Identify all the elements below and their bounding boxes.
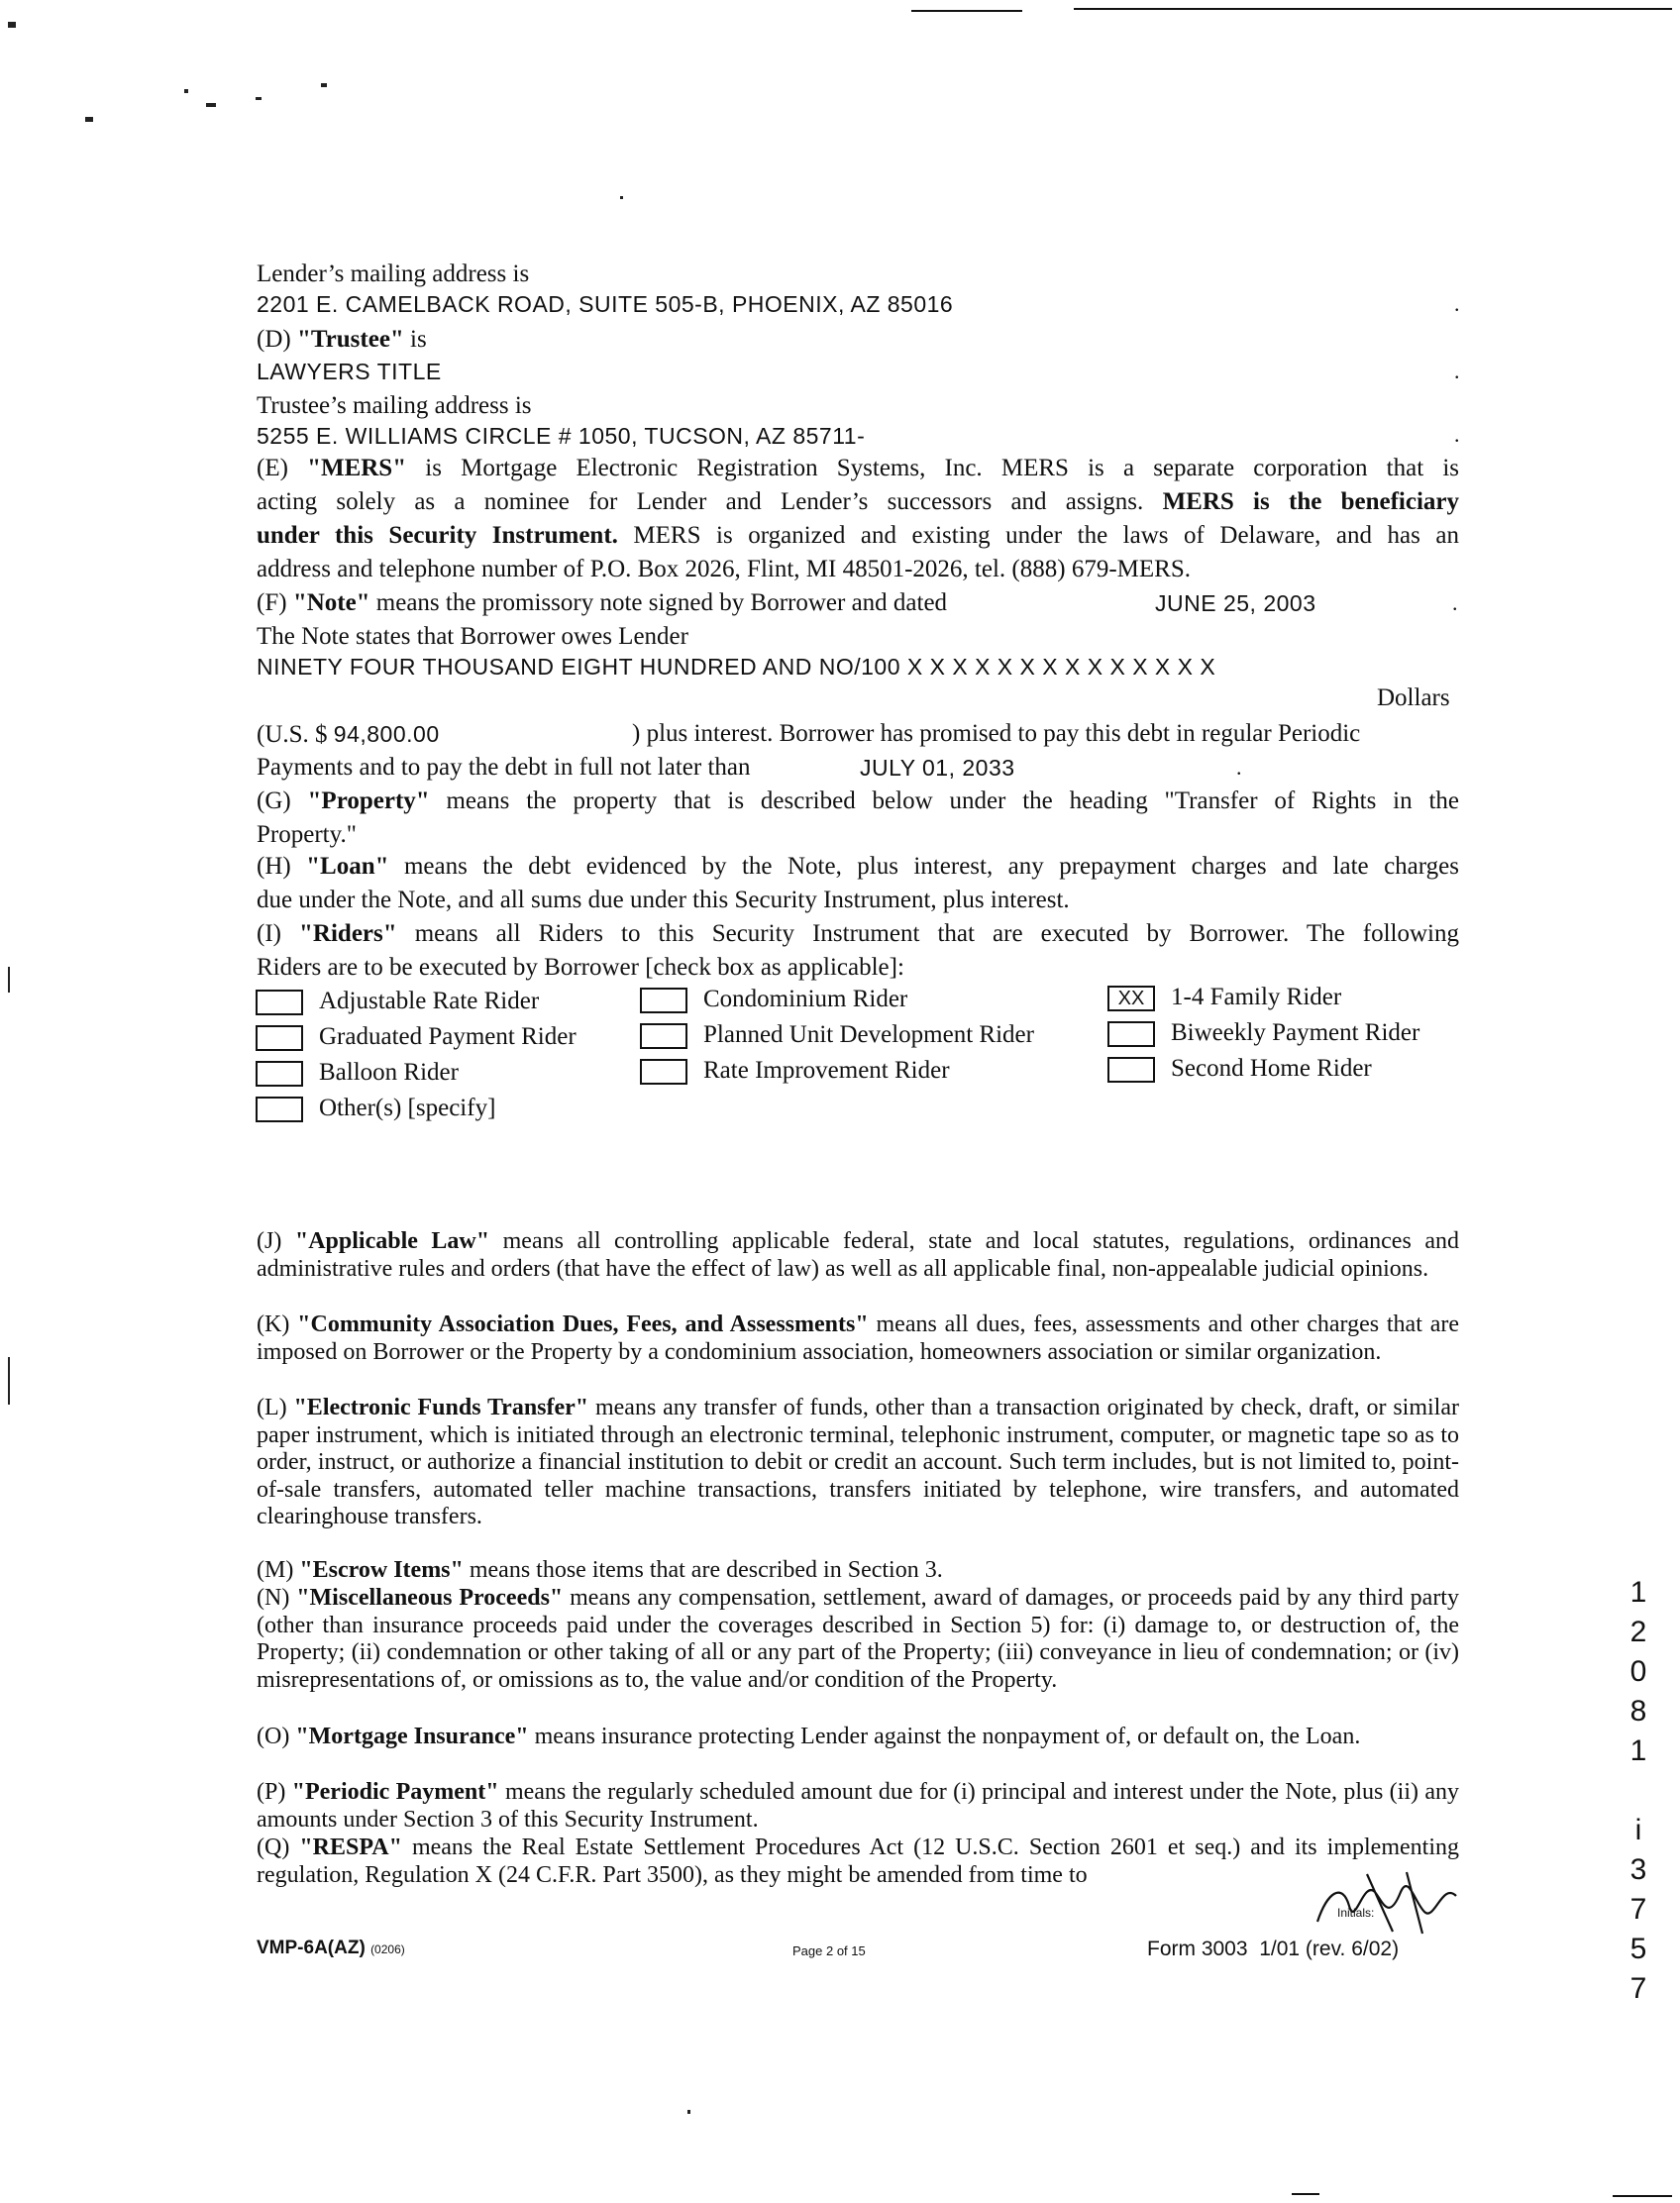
- mers-line-3: under this Security Instrument. MERS is organized and existing under the laws of Delaware, and has an: [257, 522, 1459, 549]
- rider-others[interactable]: Other(s) [specify]: [256, 1094, 495, 1123]
- note-interest-text: ) plus interest. Borrower has promised to pay this debt in regular Periodic: [632, 720, 1361, 747]
- rider-biweekly-payment[interactable]: Biweekly Payment Rider: [1107, 1018, 1419, 1048]
- scan-speck: [206, 103, 216, 107]
- scan-speck: [85, 117, 93, 122]
- definition-electronic-funds-transfer: (L) "Electronic Funds Transfer" means any transfer of funds, other than a transaction originated by check, draft, or similar paper instrument, which is initiated through an electronic terminal, telephonic instrument, computer, or magnetic tape so as to order, instruct, or authorize a financial institution to debit or credit an account. Such term includes, but is not limited to, point-of-sale transfers, automated teller machine transactions, transfers initiated by telephone, wire transfers, and automated clearinghouse transfers.: [257, 1395, 1459, 1529]
- definition-escrow-items: (M) "Escrow Items" means those items that are described in Section 3.: [257, 1557, 943, 1583]
- rider-checkbox-checked[interactable]: XX: [1107, 986, 1155, 1011]
- note-owes-line: The Note states that Borrower owes Lender: [257, 623, 688, 650]
- note-maturity-date: JULY 01, 2033: [860, 755, 1015, 781]
- rider-graduated-payment[interactable]: Graduated Payment Rider: [256, 1022, 577, 1052]
- footer-page-number: Page 2 of 15: [792, 1943, 866, 1958]
- definition-community-association: (K) "Community Association Dues, Fees, and Assessments" means all dues, fees, assessments and other charges that are imposed on Borrower or the Property by a condominium association, homeowners association or similar organization.: [257, 1311, 1459, 1365]
- definition-applicable-law: (J) "Applicable Law" means all controlling applicable federal, state and local statutes, regulations, ordinances and administrative rules and orders (that have the effect of law) as well as all applicable final, non-appealable judicial opinions.: [257, 1228, 1459, 1282]
- riders-line-1: (I) "Riders" means all Riders to this Security Instrument that are executed by Borrower. The following: [257, 920, 1459, 947]
- note-us-amount: (U.S. $ 94,800.00: [257, 721, 440, 748]
- rider-balloon[interactable]: Balloon Rider: [256, 1058, 459, 1088]
- rider-checkbox[interactable]: [640, 988, 687, 1013]
- rider-checkbox[interactable]: [1107, 1057, 1155, 1083]
- rider-checkbox[interactable]: [640, 1023, 687, 1049]
- lender-address: 2201 E. CAMELBACK ROAD, SUITE 505-B, PHOENIX, AZ 85016: [257, 291, 954, 317]
- rider-checkbox[interactable]: [256, 1097, 303, 1122]
- note-payments-text: Payments and to pay the debt in full not later than: [257, 754, 751, 781]
- scan-mark: [1292, 2193, 1319, 2195]
- document-page: Lender’s mailing address is 2201 E. CAMELBACK ROAD, SUITE 505-B, PHOENIX, AZ 85016 . (D) "Trustee" is LAWYERS TITLE . Trustee’s mailing address is 5255 E. WILLIAMS CIRCLE # 1050, TUCSON, AZ 85711- . (E) "MERS" is Mortgage Electronic Registration Systems, Inc. MERS is a separate corporation that is acting solely as a nominee for Lender and Lender’s successors and assigns. MERS is the beneficiary under this Security Instrument. MERS is organized and existing under the laws of Delaware, and has an address and telephone number of P.O. Box 2026, Flint, MI 48501-2026, tel. (888) 679-MERS. (F) "Note" means the promissory note signed by Borrower and dated JUNE 25, 2003 . The Note states that Borrower owes Lender NINETY FOUR THOUSAND EIGHT HUNDRED AND NO/100 X X X X X X X X X X X X X X Dollars (U.S. $ 94,800.00 ) plus interest. Borrower has promised to pay this debt in regular Periodic Payments and to pay the debt in full not later than JULY 01, 2033 . (G) "Property" means the property that is described below under the heading "Transfer of Rights in the Property." (H) "Loan" means the debt evidenced by the Note, plus interest, any prepayment charges and late charges due under the Note, and all sums due under this Security Instrument, plus interest. (I) "Riders" means all Riders to this Security Instrument that are executed by Borrower. The following Riders are to be executed by Borrower [check box as applicable]: Adjustable Rate Rider Condominium Rider XX 1-4 Family Rider Graduated Payment Rider Planned Unit Development Rider Biweekly Payment Rider Balloon Rider Rate Improvement Rider Second Home Rider Other(s) [specify] (J) "Applicable Law" means all controlling applicable federal, state and local statutes, regulations, ordinances and administrative rules and orders (that have the effect of law) as well as all applicable final, non-appealable judicial opinions. (K) "Community Association Dues, Fees, and Assessments" means all dues, fees, assessments and other charges that are imposed on Borrower or the Property by a condominium association, homeowners association or similar organization. (L) "Electronic Funds Transfer" means any transfer of funds, other than a transaction originated by check, draft, or similar paper instrument, which is initiated through an electronic terminal, telephonic instrument, computer, or magnetic tape so as to order, instruct, or authorize a financial institution to debit or credit an account. Such term includes, but is not limited to, point-of-sale transfers, automated teller machine transactions, transfers initiated by telephone, wire transfers, and automated clearinghouse transfers. (M) "Escrow Items" means those items that are described in Section 3. (N) "Miscellaneous Proceeds" means any compensation, settlement, award of damages, or proceeds paid by any third party (other than insurance proceeds paid under the coverages described in Section 5) for: (i) damage to, or destruction of, the Property; (ii) condemnation or other taking of all or any part of the Property; (iii) conveyance in lieu of condemnation; or (iv) misrepresentations of, or omissions as to, the value and/or condition of the Property. (O) "Mortgage Insurance" means insurance protecting Lender against the nonpayment of, or default on, the Loan. (P) "Periodic Payment" means the regularly scheduled amount due for (i) principal and interest under the Note, plus (ii) any amounts under Section 3 of this Security Instrument. (Q) "RESPA" means the Real Estate Settlement Procedures Act (12 U.S.C. Section 2601 et seq.) and its implementing regulation, Regulation X (24 C.F.R. Part 3500), as they might be amended from time to Initials: VMP-6A(AZ) (0206) Page 2 of 15 Form 3003 1/01 (rev. 6/02) 1 2 0 8 1 i 3 7 5 7: [0, 0, 1680, 2203]
- rider-checkbox[interactable]: [256, 1025, 303, 1051]
- property-line-2: Property.": [257, 821, 357, 848]
- footer-form-code: VMP-6A(AZ) (0206): [257, 1938, 405, 1958]
- scan-speck: [184, 89, 188, 93]
- lender-mailing-label: Lender’s mailing address is: [257, 261, 530, 287]
- mers-line-4: address and telephone number of P.O. Box 2026, Flint, MI 48501-2026, tel. (888) 679-MERS.: [257, 556, 1191, 582]
- note-dollars: Dollars: [1377, 684, 1450, 711]
- note-amount-words: NINETY FOUR THOUSAND EIGHT HUNDRED AND NO/100 X X X X X X X X X X X X X X: [257, 654, 1216, 680]
- trustee-name: LAWYERS TITLE: [257, 359, 442, 384]
- scan-speck: [256, 97, 262, 100]
- definition-respa: (Q) "RESPA" means the Real Estate Settlement Procedures Act (12 U.S.C. Section 2601 et seq.) and its implementing regulation, Regulation X (24 C.F.R. Part 3500), as they might be amended from time to: [257, 1835, 1459, 1888]
- mers-line-2: acting solely as a nominee for Lender and Lender’s successors and assigns. MERS is the beneficiary: [257, 488, 1460, 515]
- trustee-mailing-label: Trustee’s mailing address is: [257, 392, 532, 419]
- rider-planned-unit-development[interactable]: Planned Unit Development Rider: [640, 1020, 1034, 1050]
- rider-checkbox[interactable]: [1107, 1021, 1155, 1047]
- scan-speck: [8, 22, 16, 28]
- note-line: (F) "Note" means the promissory note signed by Borrower and dated: [257, 589, 948, 616]
- footer-form-number: Form 3003 1/01 (rev. 6/02): [1147, 1938, 1400, 1960]
- scan-speck: [620, 196, 623, 199]
- note-date: JUNE 25, 2003: [1155, 590, 1316, 616]
- recording-number-stamp: 1 2 0 8 1 i 3 7 5 7: [1629, 1576, 1647, 2005]
- mers-line-1: (E) "MERS" is Mortgage Electronic Registration Systems, Inc. MERS is a separate corporation that is: [257, 455, 1459, 481]
- trustee-address: 5255 E. WILLIAMS CIRCLE # 1050, TUCSON, AZ 85711-: [257, 423, 866, 449]
- scan-speck: [321, 83, 327, 87]
- scan-mark: [1613, 2195, 1672, 2197]
- rider-adjustable-rate[interactable]: Adjustable Rate Rider: [256, 987, 539, 1016]
- definition-periodic-payment: (P) "Periodic Payment" means the regularly scheduled amount due for (i) principal and interest under the Note, plus (ii) any amounts under Section 3 of this Security Instrument.: [257, 1779, 1459, 1833]
- trustee-label: (D) "Trustee" is: [257, 326, 427, 353]
- scan-mark: [1074, 8, 1672, 10]
- property-line-1: (G) "Property" means the property that is described below under the heading "Transfer of Rights in the: [257, 787, 1459, 814]
- loan-line-2: due under the Note, and all sums due under this Security Instrument, plus interest.: [257, 887, 1070, 913]
- initials-signature: [1298, 1862, 1476, 1941]
- rider-checkbox[interactable]: [256, 1061, 303, 1087]
- rider-second-home[interactable]: Second Home Rider: [1107, 1054, 1372, 1084]
- rider-rate-improvement[interactable]: Rate Improvement Rider: [640, 1056, 950, 1086]
- rider-condominium[interactable]: Condominium Rider: [640, 985, 907, 1014]
- definition-miscellaneous-proceeds: (N) "Miscellaneous Proceeds" means any compensation, settlement, award of damages, or proceeds paid by any third party (other than insurance proceeds paid under the coverages described in Section 5) for: (i) damage to, or destruction of, the Property; (ii) condemnation or other taking of all or any part of the Property; (iii) conveyance in lieu of condemnation; or (iv) misrepresentations of, or omissions as to, the value and/or condition of the Property.: [257, 1585, 1459, 1693]
- rider-checkbox[interactable]: [256, 990, 303, 1015]
- riders-line-2: Riders are to be executed by Borrower [check box as applicable]:: [257, 954, 904, 981]
- loan-line-1: (H) "Loan" means the debt evidenced by the Note, plus interest, any prepayment charges and late charges: [257, 853, 1459, 880]
- rider-checkbox[interactable]: [640, 1059, 687, 1085]
- scan-speck: [687, 2110, 690, 2114]
- scan-mark: [8, 1357, 10, 1405]
- initials-label: Initials:: [1337, 1906, 1375, 1920]
- scan-mark: [911, 10, 1022, 12]
- scan-mark: [8, 967, 10, 993]
- rider-1-4-family[interactable]: XX 1-4 Family Rider: [1107, 983, 1341, 1012]
- definition-mortgage-insurance: (O) "Mortgage Insurance" means insurance protecting Lender against the nonpayment of, or default on, the Loan.: [257, 1724, 1361, 1749]
